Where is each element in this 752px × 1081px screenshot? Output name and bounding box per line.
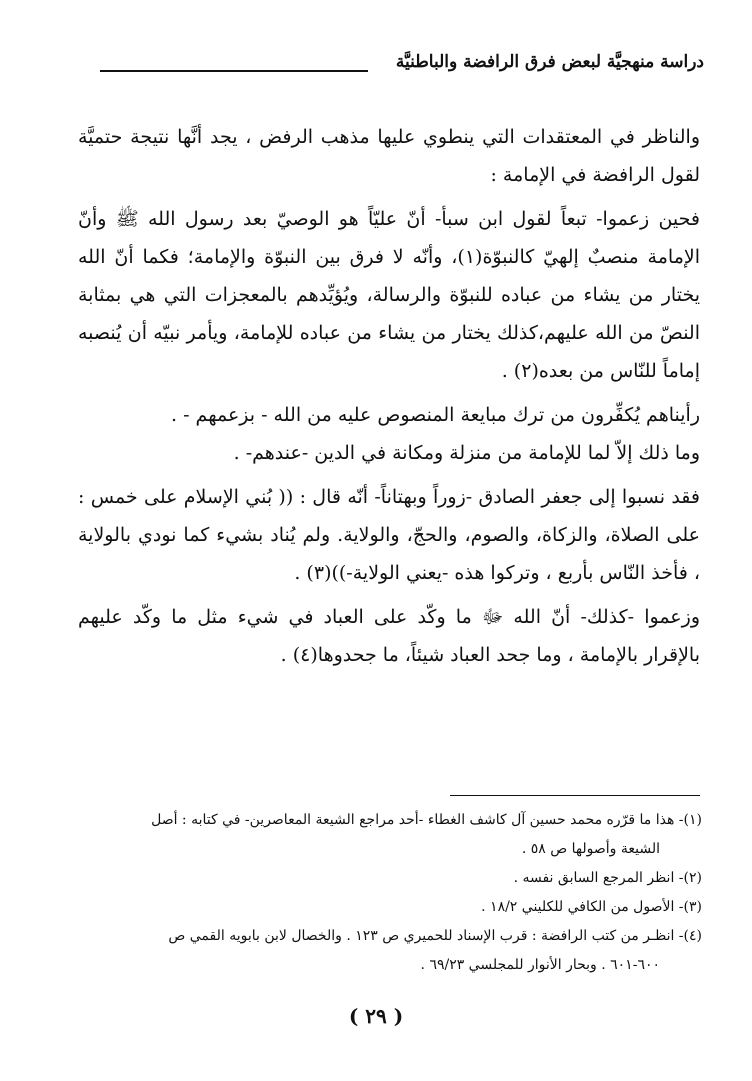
footnote-1: (١)- هذا ما قرّره محمد حسين آل كاشف الغطاء -أحد مراجع الشيعة المعاصرين- في كتابه : أصل: [151, 812, 702, 828]
paragraph-3: رأيناهم يُكفِّرون من ترك مبايعة المنصوص عليه من الله - بزعمهم - .: [171, 404, 700, 426]
footnote-3: (٣)- الأصول من الكافي للكليني ١٨/٢ .: [481, 899, 702, 915]
paragraph-5: فقد نسبوا إلى جعفر الصادق -زوراً وبهتاناً- أنّه قال : (( بُني الإسلام على خمس : على الصلاة، والزكاة، والصوم، والحجّ، والولاية. ولم يُناد بشيء كما نودي بالولاية ، فأخذ النّاس بأربع ، وتركوا هذه -يعني الولاية-))(٣) .: [78, 486, 700, 584]
footnote-separator: [450, 795, 700, 796]
footnote-4-continuation: ٦٠٠-٦٠١ . وبحار الأنوار للمجلسي ٦٩/٢٣ .: [420, 957, 660, 973]
footnotes: [64, 806, 702, 980]
header-rule: [100, 70, 368, 72]
paragraph-4: وما ذلك إلاّ لما للإمامة من منزلة ومكانة في الدين -عندهم- .: [233, 442, 700, 464]
footnote-1-continuation: الشيعة وأصولها ص ٥٨ .: [521, 841, 660, 857]
footnote-4: (٤)- انظـر من كتب الرافضة : قرب الإسناد للحميري ص ١٢٣ . والخصال لابن بابويه القمي ص: [168, 928, 702, 944]
footnote-2: (٢)- انظر المرجع السابق نفسه .: [513, 870, 702, 886]
running-header: دراسة منهجيَّة لبعض فرق الرافضة والباطنيَّة: [395, 52, 704, 72]
paragraph-1: والناظر في المعتقدات التي ينطوي عليها مذهب الرفض ، يجد أنَّها نتيجة حتميَّة لقول الرافضة في الإمامة :: [78, 126, 700, 186]
page-number: ( ٢٩ ): [348, 1004, 404, 1028]
paragraph-6: وزعموا -كذلك- أنّ الله ﷻ ما وكّد على العباد في شيء مثل ما وكّد عليهم بالإقرار بالإمامة ، وما جحد العباد شيئاً، ما جحدوها(٤) .: [78, 606, 700, 666]
paragraph-2: فحين زعموا- تبعاً لقول ابن سبأ- أنّ عليّاً هو الوصيّ بعد رسول الله ﷺ وأنّ الإمامة منصبٌ إلهيّ كالنبوّة(١)، وأنّه لا فرق بين النبوّة والإمامة؛ فكما أنّ الله يختار من يشاء من عباده للنبوّة والرسالة، ويُؤيِّدهم بالمعجزات التي هي بمثابة النصّ من الله عليهم،كذلك يختار من يشاء من عباده للإمامة، ويأمر نبيّه أن يُنصبه إماماً للنّاس من بعده(٢) .: [78, 208, 700, 382]
main-text: [78, 118, 700, 674]
